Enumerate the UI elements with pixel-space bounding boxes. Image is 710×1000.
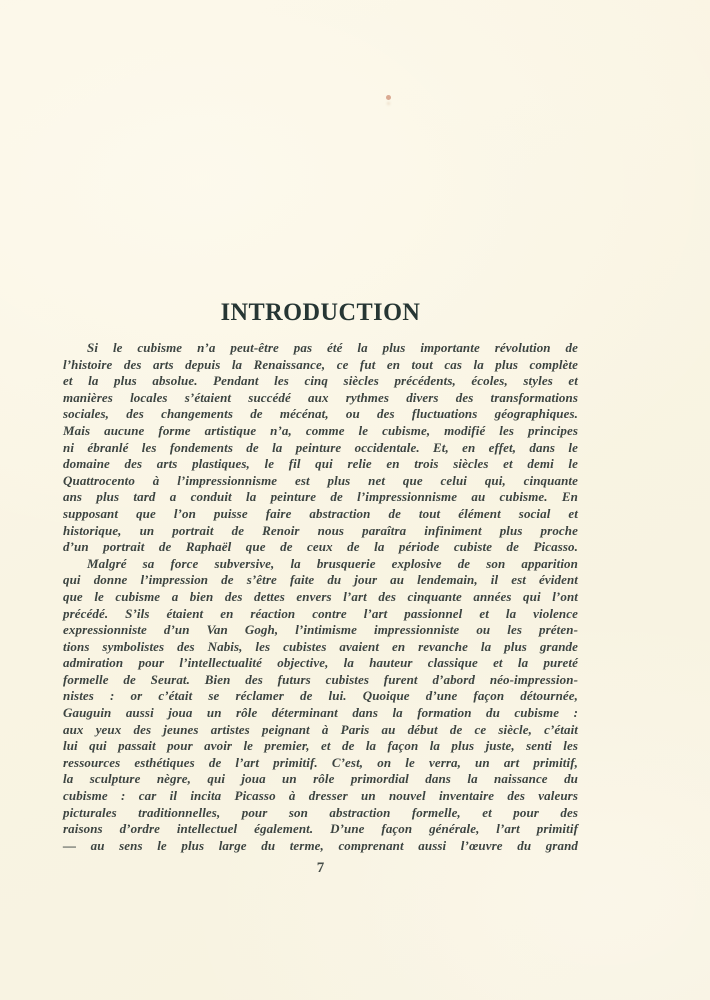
- text-line: d’un portrait de Raphaël que de ceux de la période cubiste de Picasso.: [63, 539, 578, 555]
- text-line: l’histoire des arts depuis la Renaissance, ce fut en tout cas la plus complète: [63, 356, 578, 372]
- text-line: Mais aucune forme artistique n’a, comme le cubisme, modifié les principes: [63, 422, 578, 438]
- text-block: [63, 340, 578, 854]
- text-line: ans plus tard a conduit la peinture de l’impressionnisme au cubisme. En: [63, 489, 578, 505]
- text-line: sociales, des changements de mécénat, ou des fluctuations géographiques.: [63, 406, 578, 422]
- text-line: la sculpture nègre, qui joua un rôle primordial dans la naissance du: [63, 771, 578, 787]
- text-line: nistes : or c’était se réclamer de lui. Quoique d’une façon détournée,: [63, 688, 578, 704]
- text-line: lui qui passait pour avoir le premier, et de la façon la plus juste, senti les: [63, 738, 578, 754]
- text-line: Quattrocento à l’impressionnisme est plus net que celui qui, cinquante: [63, 472, 578, 488]
- text-line: ressources esthétiques de l’art primitif. C’est, on le verra, un art primitif,: [63, 754, 578, 770]
- text-line: et la plus absolue. Pendant les cinq siècles précédents, écoles, styles et: [63, 373, 578, 389]
- text-line: — au sens le plus large du terme, comprenant aussi l’œuvre du grand: [63, 837, 578, 853]
- text-line: Gauguin aussi joua un rôle déterminant dans la formation du cubisme :: [63, 705, 578, 721]
- text-line: Si le cubisme n’a peut-être pas été la plus importante révolution de: [87, 340, 578, 355]
- text-line: manières locales s’étaient succédé aux rythmes divers des transformations: [63, 389, 578, 405]
- text-line: raisons d’ordre intellectuel également. D’une façon générale, l’art primitif: [63, 821, 578, 837]
- text-line: qui donne l’impression de s’être faite du jour au lendemain, il est évident: [63, 572, 578, 588]
- text-line: cubisme : car il incita Picasso à dresser un nouvel inventaire des valeurs: [63, 788, 578, 804]
- text-line: expressionniste d’un Van Gogh, l’intimisme impressionniste ou les préten-: [63, 622, 578, 638]
- page-number: 7: [316, 860, 325, 876]
- text-line: historique, un portrait de Renoir nous paraîtra infiniment plus proche: [63, 522, 578, 538]
- text-line: précédé. S’ils étaient en réaction contre l’art passionnel et la violence: [63, 605, 578, 621]
- paper-speck: [386, 95, 391, 100]
- text-line: Malgré sa force subversive, la brusquerie explosive de son apparition: [87, 555, 578, 571]
- text-line: supposant que l’on puisse faire abstraction de tout élément social et: [63, 505, 578, 521]
- text-line: que le cubisme a bien des dettes envers l’art des cinquante années qui l’ont: [63, 588, 578, 604]
- text-line: tions symbolistes des Nabis, les cubistes avaient en revanche la plus grande: [63, 638, 578, 654]
- text-line: picturales traditionnelles, pour son abstraction formelle, et pour des: [63, 804, 578, 820]
- text-line: domaine des arts plastiques, le fil qui relie en trois siècles et demi le: [63, 456, 578, 472]
- text-line: admiration pour l’intellectualité objective, la hauteur classique et la pureté: [63, 655, 578, 671]
- page-title: INTRODUCTION: [220, 299, 421, 326]
- text-line: aux yeux des jeunes artistes peignant à Paris au début de ce siècle, c’était: [63, 721, 578, 737]
- text-line: ni ébranlé les fondements de la peinture occidentale. Et, en effet, dans le: [63, 439, 578, 455]
- text-line: formelle de Seurat. Bien des futurs cubistes furent d’abord néo-impression-: [63, 671, 578, 687]
- paragraph-2: [63, 556, 578, 855]
- paragraph-1: [63, 340, 578, 556]
